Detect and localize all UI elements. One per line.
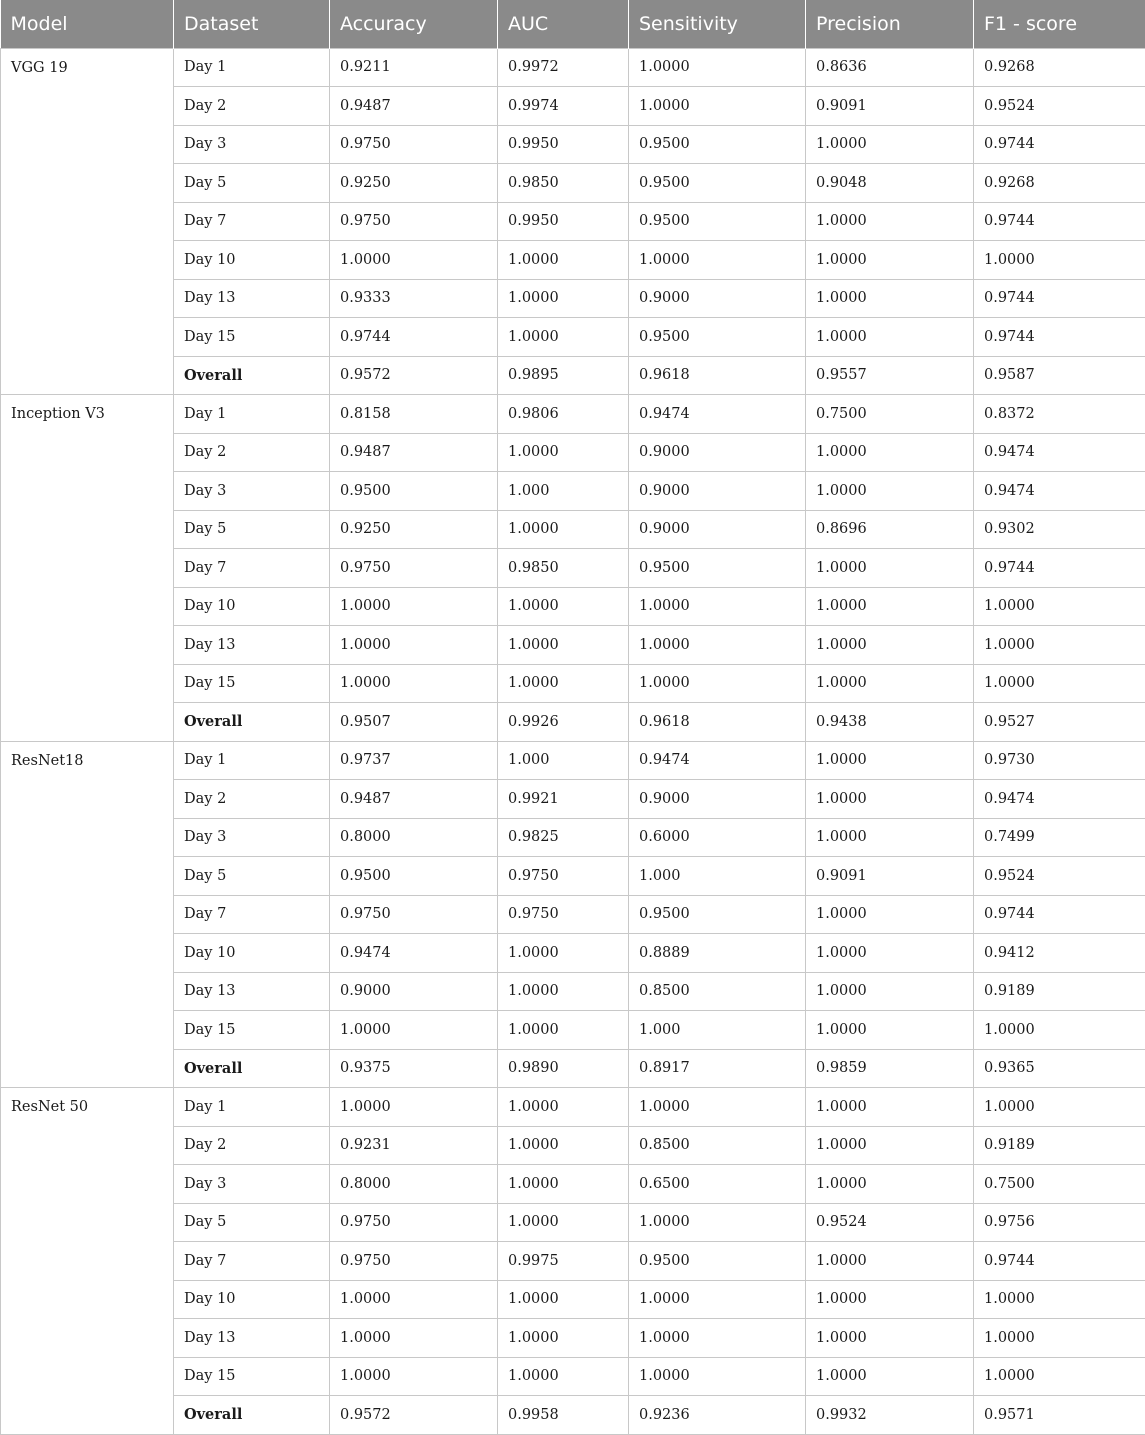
dataset-cell: Day 7 [174,549,330,588]
precision-cell: 1.0000 [806,895,974,934]
sensitivity-cell: 1.0000 [629,1357,806,1396]
auc-cell: 1.0000 [498,1088,629,1127]
auc-cell: 0.9926 [498,703,629,742]
auc-cell: 0.9850 [498,164,629,203]
f1-score-cell: 0.9474 [974,472,1145,511]
dataset-cell: Day 10 [174,1280,330,1319]
f1-score-cell: 1.0000 [974,1088,1145,1127]
auc-cell: 1.0000 [498,972,629,1011]
dataset-cell: Day 3 [174,818,330,857]
f1-score-cell: 0.9268 [974,164,1145,203]
precision-cell: 1.0000 [806,1165,974,1204]
auc-cell: 1.0000 [498,1165,629,1204]
auc-cell: 0.9972 [498,48,629,87]
dataset-cell: Day 2 [174,87,330,126]
precision-cell: 1.0000 [806,818,974,857]
auc-cell: 0.9921 [498,780,629,819]
dataset-cell: Day 3 [174,472,330,511]
sensitivity-cell: 0.6500 [629,1165,806,1204]
precision-cell: 1.0000 [806,1242,974,1281]
auc-cell: 1.0000 [498,626,629,665]
accuracy-cell: 0.8000 [330,818,498,857]
sensitivity-cell: 0.9500 [629,164,806,203]
f1-score-cell: 0.7500 [974,1165,1145,1204]
accuracy-cell: 1.0000 [330,1088,498,1127]
f1-score-cell: 1.0000 [974,1319,1145,1358]
f1-score-cell: 1.0000 [974,664,1145,703]
accuracy-cell: 1.0000 [330,1357,498,1396]
f1-score-cell: 0.9756 [974,1203,1145,1242]
sensitivity-cell: 0.9618 [629,356,806,395]
dataset-cell: Day 1 [174,395,330,434]
accuracy-cell: 0.9750 [330,125,498,164]
auc-cell: 1.0000 [498,318,629,357]
header-auc: AUC [498,0,629,48]
dataset-cell: Day 3 [174,125,330,164]
precision-cell: 1.0000 [806,587,974,626]
sensitivity-cell: 1.000 [629,857,806,896]
dataset-cell: Day 13 [174,972,330,1011]
auc-cell: 1.0000 [498,279,629,318]
accuracy-cell: 0.9474 [330,934,498,973]
precision-cell: 0.7500 [806,395,974,434]
accuracy-cell: 1.0000 [330,1319,498,1358]
f1-score-cell: 0.9189 [974,1126,1145,1165]
dataset-cell: Day 1 [174,1088,330,1127]
dataset-cell: Day 15 [174,318,330,357]
table-row [1,48,1145,87]
f1-score-cell: 0.9744 [974,202,1145,241]
precision-cell: 1.0000 [806,1126,974,1165]
auc-cell: 0.9850 [498,549,629,588]
dataset-cell: Day 7 [174,202,330,241]
precision-cell: 1.0000 [806,972,974,1011]
f1-score-cell: 1.0000 [974,587,1145,626]
accuracy-cell: 0.9250 [330,510,498,549]
model-cell: Inception V3 [1,395,174,742]
accuracy-cell: 1.0000 [330,664,498,703]
dataset-cell: Day 13 [174,626,330,665]
f1-score-cell: 1.0000 [974,241,1145,280]
dataset-cell: Day 7 [174,1242,330,1281]
auc-cell: 1.0000 [498,510,629,549]
sensitivity-cell: 0.9500 [629,549,806,588]
precision-cell: 1.0000 [806,472,974,511]
auc-cell: 1.0000 [498,1357,629,1396]
sensitivity-cell: 0.9500 [629,202,806,241]
precision-cell: 1.0000 [806,1011,974,1050]
precision-cell: 1.0000 [806,318,974,357]
sensitivity-cell: 0.9500 [629,125,806,164]
precision-cell: 1.0000 [806,741,974,780]
model-cell: VGG 19 [1,48,174,395]
precision-cell: 0.8636 [806,48,974,87]
model-cell: ResNet 50 [1,1088,174,1435]
dataset-cell: Day 1 [174,48,330,87]
auc-cell: 1.0000 [498,934,629,973]
precision-cell: 1.0000 [806,1088,974,1127]
sensitivity-cell: 1.0000 [629,1203,806,1242]
sensitivity-cell: 1.0000 [629,1280,806,1319]
accuracy-cell: 0.9750 [330,549,498,588]
sensitivity-cell: 0.9500 [629,895,806,934]
sensitivity-cell: 0.9000 [629,510,806,549]
sensitivity-cell: 0.9000 [629,472,806,511]
f1-score-cell: 0.9524 [974,87,1145,126]
dataset-cell: Day 5 [174,857,330,896]
accuracy-cell: 0.9211 [330,48,498,87]
f1-score-cell: 0.7499 [974,818,1145,857]
precision-cell: 0.9091 [806,857,974,896]
sensitivity-cell: 0.8500 [629,1126,806,1165]
header-model: Model [1,0,174,48]
auc-cell: 0.9958 [498,1396,629,1435]
table-body [1,48,1145,1434]
sensitivity-cell: 0.6000 [629,818,806,857]
precision-cell: 1.0000 [806,241,974,280]
f1-score-cell: 0.9571 [974,1396,1145,1435]
f1-score-cell: 0.9587 [974,356,1145,395]
sensitivity-cell: 0.9474 [629,741,806,780]
dataset-cell: Day 15 [174,1357,330,1396]
accuracy-cell: 0.9507 [330,703,498,742]
accuracy-cell: 1.0000 [330,626,498,665]
auc-cell: 0.9825 [498,818,629,857]
f1-score-cell: 1.0000 [974,1011,1145,1050]
precision-cell: 0.9091 [806,87,974,126]
auc-cell: 1.0000 [498,587,629,626]
accuracy-cell: 1.0000 [330,1280,498,1319]
accuracy-cell: 0.8000 [330,1165,498,1204]
sensitivity-cell: 0.9474 [629,395,806,434]
auc-cell: 1.0000 [498,664,629,703]
sensitivity-cell: 1.0000 [629,1319,806,1358]
dataset-cell: Day 10 [174,241,330,280]
precision-cell: 1.0000 [806,279,974,318]
auc-cell: 0.9750 [498,857,629,896]
sensitivity-cell: 1.0000 [629,626,806,665]
precision-cell: 1.0000 [806,549,974,588]
f1-score-cell: 1.0000 [974,1280,1145,1319]
accuracy-cell: 0.9500 [330,472,498,511]
header-f1-score: F1 - score [974,0,1145,48]
sensitivity-cell: 1.0000 [629,48,806,87]
f1-score-cell: 0.9744 [974,125,1145,164]
table-row [1,741,1145,780]
f1-score-cell: 1.0000 [974,1357,1145,1396]
model-cell: ResNet18 [1,741,174,1088]
precision-cell: 1.0000 [806,664,974,703]
sensitivity-cell: 0.9500 [629,1242,806,1281]
auc-cell: 0.9895 [498,356,629,395]
sensitivity-cell: 1.0000 [629,1088,806,1127]
header-row [1,0,1145,48]
sensitivity-cell: 0.9500 [629,318,806,357]
accuracy-cell: 0.9750 [330,1203,498,1242]
sensitivity-cell: 1.0000 [629,87,806,126]
precision-cell: 1.0000 [806,780,974,819]
sensitivity-cell: 0.8917 [629,1049,806,1088]
accuracy-cell: 0.9375 [330,1049,498,1088]
precision-cell: 1.0000 [806,125,974,164]
dataset-cell: Day 10 [174,934,330,973]
accuracy-cell: 0.9250 [330,164,498,203]
precision-cell: 0.9859 [806,1049,974,1088]
dataset-cell: Day 2 [174,433,330,472]
auc-cell: 0.9974 [498,87,629,126]
f1-score-cell: 0.9744 [974,318,1145,357]
accuracy-cell: 0.9572 [330,356,498,395]
header-precision: Precision [806,0,974,48]
dataset-cell: Overall [174,356,330,395]
f1-score-cell: 0.9474 [974,433,1145,472]
precision-cell: 0.9438 [806,703,974,742]
accuracy-cell: 0.9487 [330,780,498,819]
auc-cell: 1.000 [498,472,629,511]
f1-score-cell: 0.9365 [974,1049,1145,1088]
table-header [1,0,1145,48]
accuracy-cell: 0.9000 [330,972,498,1011]
accuracy-cell: 0.9750 [330,202,498,241]
f1-score-cell: 0.9412 [974,934,1145,973]
dataset-cell: Day 13 [174,1319,330,1358]
f1-score-cell: 0.9744 [974,895,1145,934]
accuracy-cell: 0.8158 [330,395,498,434]
f1-score-cell: 0.9189 [974,972,1145,1011]
f1-score-cell: 0.8372 [974,395,1145,434]
auc-cell: 1.000 [498,741,629,780]
f1-score-cell: 0.9744 [974,1242,1145,1281]
dataset-cell: Day 10 [174,587,330,626]
dataset-cell: Overall [174,1396,330,1435]
accuracy-cell: 0.9231 [330,1126,498,1165]
dataset-cell: Overall [174,1049,330,1088]
sensitivity-cell: 0.9236 [629,1396,806,1435]
dataset-cell: Day 2 [174,1126,330,1165]
sensitivity-cell: 1.000 [629,1011,806,1050]
f1-score-cell: 0.9302 [974,510,1145,549]
table-row [1,1088,1145,1127]
dataset-cell: Day 15 [174,1011,330,1050]
precision-cell: 1.0000 [806,433,974,472]
auc-cell: 0.9890 [498,1049,629,1088]
f1-score-cell: 0.9268 [974,48,1145,87]
accuracy-cell: 0.9737 [330,741,498,780]
accuracy-cell: 0.9744 [330,318,498,357]
dataset-cell: Day 5 [174,164,330,203]
accuracy-cell: 1.0000 [330,587,498,626]
accuracy-cell: 1.0000 [330,241,498,280]
auc-cell: 1.0000 [498,1203,629,1242]
sensitivity-cell: 0.8889 [629,934,806,973]
table-row [1,395,1145,434]
accuracy-cell: 0.9500 [330,857,498,896]
auc-cell: 0.9806 [498,395,629,434]
dataset-cell: Day 15 [174,664,330,703]
auc-cell: 0.9950 [498,125,629,164]
dataset-cell: Overall [174,703,330,742]
auc-cell: 1.0000 [498,1319,629,1358]
dataset-cell: Day 1 [174,741,330,780]
accuracy-cell: 1.0000 [330,1011,498,1050]
header-accuracy: Accuracy [330,0,498,48]
precision-cell: 1.0000 [806,626,974,665]
f1-score-cell: 0.9730 [974,741,1145,780]
precision-cell: 1.0000 [806,202,974,241]
sensitivity-cell: 0.8500 [629,972,806,1011]
sensitivity-cell: 1.0000 [629,587,806,626]
sensitivity-cell: 0.9000 [629,780,806,819]
f1-score-cell: 0.9474 [974,780,1145,819]
auc-cell: 1.0000 [498,1011,629,1050]
auc-cell: 1.0000 [498,1126,629,1165]
auc-cell: 0.9750 [498,895,629,934]
dataset-cell: Day 13 [174,279,330,318]
sensitivity-cell: 0.9618 [629,703,806,742]
precision-cell: 0.9557 [806,356,974,395]
dataset-cell: Day 2 [174,780,330,819]
f1-score-cell: 1.0000 [974,626,1145,665]
f1-score-cell: 0.9524 [974,857,1145,896]
f1-score-cell: 0.9527 [974,703,1145,742]
f1-score-cell: 0.9744 [974,279,1145,318]
auc-cell: 1.0000 [498,1280,629,1319]
auc-cell: 0.9950 [498,202,629,241]
accuracy-cell: 0.9487 [330,87,498,126]
sensitivity-cell: 1.0000 [629,241,806,280]
precision-cell: 1.0000 [806,934,974,973]
header-sensitivity: Sensitivity [629,0,806,48]
sensitivity-cell: 0.9000 [629,433,806,472]
f1-score-cell: 0.9744 [974,549,1145,588]
auc-cell: 1.0000 [498,241,629,280]
accuracy-cell: 0.9487 [330,433,498,472]
precision-cell: 0.8696 [806,510,974,549]
precision-cell: 0.9524 [806,1203,974,1242]
dataset-cell: Day 3 [174,1165,330,1204]
precision-cell: 1.0000 [806,1357,974,1396]
precision-cell: 0.9048 [806,164,974,203]
header-dataset: Dataset [174,0,330,48]
accuracy-cell: 0.9572 [330,1396,498,1435]
auc-cell: 1.0000 [498,433,629,472]
accuracy-cell: 0.9333 [330,279,498,318]
auc-cell: 0.9975 [498,1242,629,1281]
dataset-cell: Day 5 [174,510,330,549]
sensitivity-cell: 1.0000 [629,664,806,703]
sensitivity-cell: 0.9000 [629,279,806,318]
accuracy-cell: 0.9750 [330,1242,498,1281]
dataset-cell: Day 5 [174,1203,330,1242]
precision-cell: 0.9932 [806,1396,974,1435]
dataset-cell: Day 7 [174,895,330,934]
precision-cell: 1.0000 [806,1319,974,1358]
accuracy-cell: 0.9750 [330,895,498,934]
precision-cell: 1.0000 [806,1280,974,1319]
